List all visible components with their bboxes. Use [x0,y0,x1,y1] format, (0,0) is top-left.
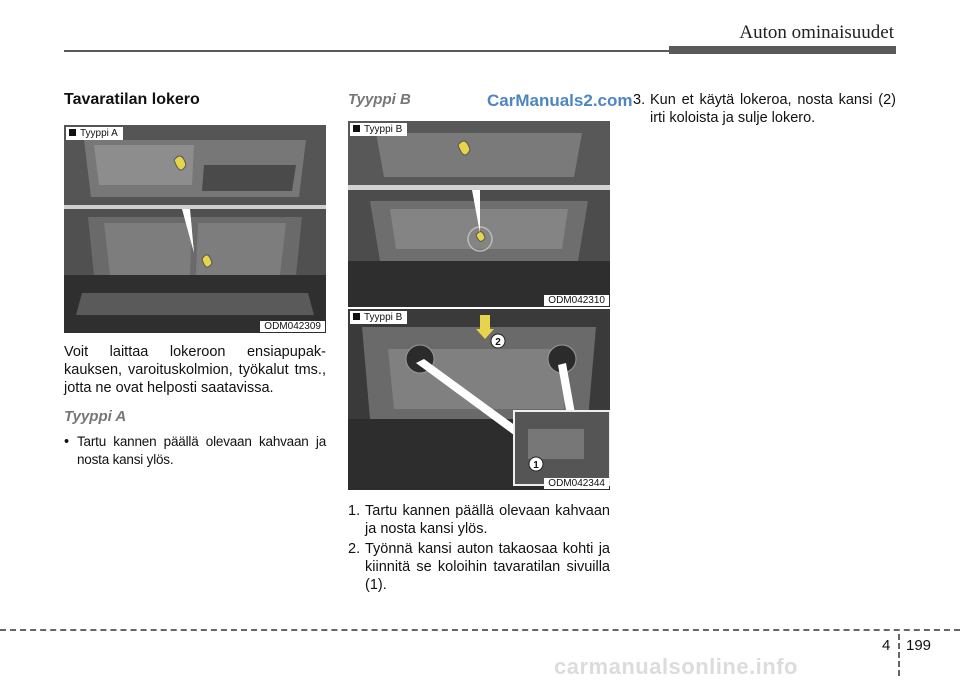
step-text: Kun et käytä lokeroa, nosta kansi (2) irti koloista ja sulje lokero. [650,92,896,126]
subheading-type-b: Tyyppi B [348,91,411,108]
svg-text:2: 2 [495,337,501,348]
figure-tag [66,127,123,140]
figure-type-b-1 [348,121,610,307]
trunk-illustration-b1 [348,121,610,307]
step-number: 2. [348,541,361,557]
figure-code: ODM042344 [544,478,609,489]
step-item-2 [348,540,610,594]
step-number: 3. [633,92,646,108]
step-text: Työnnä kansi auton takaosaa kohti ja kiinnitä se koloihin tavaratilan sivuilla (1). [365,541,610,593]
header-rule-bar [669,46,896,54]
square-bullet-icon [353,313,360,320]
watermark: CarManuals2.com [487,91,633,110]
figure-tag [350,123,407,136]
figure-code: ODM042309 [260,321,325,332]
step-item-3 [633,91,896,127]
figure-tag [350,311,407,324]
step-number: 1. [348,503,361,519]
header-rule [64,50,670,52]
figure-type-b-2 [348,309,610,490]
figure-type-a [64,125,326,333]
footer-separator [898,634,900,676]
step-text: Tartu kannen päällä olevaan kahvaan ja nosta kansi ylös. [365,503,610,537]
square-bullet-icon [69,129,76,136]
footer-rule [0,629,960,631]
trunk-illustration-a [64,125,326,333]
figure-tag-label: Tyyppi A [80,128,118,139]
bullet-item [64,433,326,469]
chapter-number: 4 [882,637,891,654]
running-header-title: Auton ominaisuudet [739,22,894,43]
square-bullet-icon [353,125,360,132]
svg-text:1: 1 [533,460,539,471]
subheading-type-a: Tyyppi A [64,408,127,425]
page-number: 199 [906,637,932,654]
step-item-1 [348,502,610,538]
figure-code: ODM042310 [544,295,609,306]
bullet-text: Tartu kannen päällä olevaan kahvaan ja nosta kansi ylös. [77,434,326,467]
intro-paragraph: Voit laittaa lokeroon ensiapupakkauksen, varoituskolmion, työkalut tms., jotta ne ovat helposti saatavissa. [64,344,326,396]
figure-tag-label: Tyyppi B [364,124,403,135]
section-heading: Tavaratilan lokero [64,91,200,108]
trunk-illustration-b2 [348,309,610,490]
bullet-icon: • [64,434,70,450]
figure-tag-label: Tyyppi B [364,312,403,323]
footer-watermark: carmanualsonline.info [554,654,798,679]
